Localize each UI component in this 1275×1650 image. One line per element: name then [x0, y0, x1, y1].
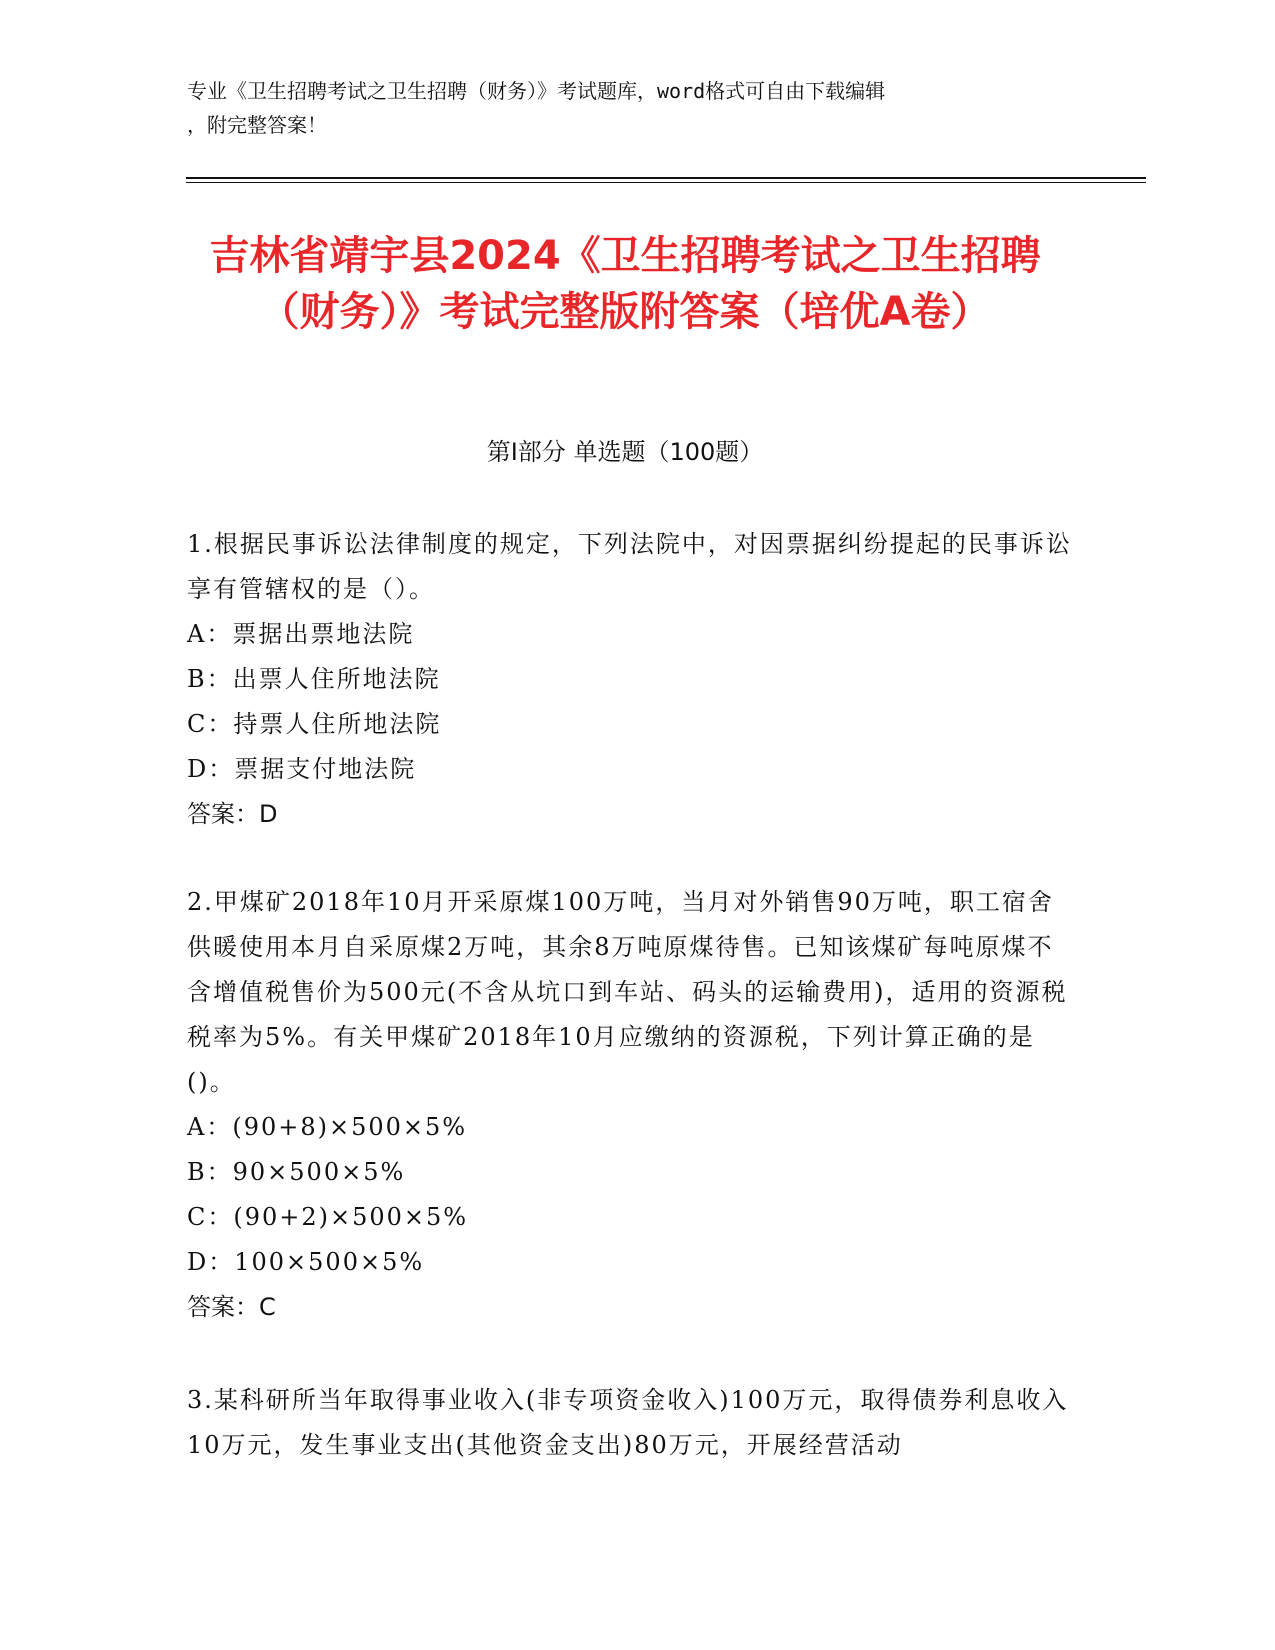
- header-note-line-1: 专业《卫生招聘考试之卫生招聘（财务）》考试题库，word格式可自由下载编辑: [187, 79, 886, 103]
- option-d: D：100×500×5%: [187, 1248, 425, 1276]
- option-a: A：票据出票地法院: [187, 620, 415, 648]
- question-3: [187, 1378, 1077, 1468]
- header-note-line-2: ，附完整答案！: [187, 113, 327, 137]
- question-2: [187, 880, 1077, 1330]
- header-divider-thick: [186, 177, 1146, 179]
- section-title: 第Ⅰ部分 单选题（100题）: [486, 438, 764, 466]
- header-divider-thin: [186, 182, 1146, 183]
- document-title: 吉林省靖宇县2024《卫生招聘考试之卫生招聘（财务）》考试完整版附答案（培优A卷）: [209, 233, 1041, 335]
- option-c: C：持票人住所地法院: [187, 710, 442, 738]
- header-note: [187, 74, 1067, 142]
- question-stem: 1.根据民事诉讼法律制度的规定，下列法院中，对因票据纠纷提起的民事诉讼享有管辖权的是（）。: [187, 530, 1072, 603]
- option-b: B：出票人住所地法院: [187, 665, 441, 693]
- answer: 答案：D: [187, 800, 278, 828]
- answer: 答案：C: [187, 1293, 276, 1321]
- option-b: B：90×500×5%: [187, 1158, 406, 1186]
- option-d: D：票据支付地法院: [187, 755, 417, 783]
- question-stem: 2.甲煤矿2018年10月开采原煤100万吨，当月对外销售90万吨，职工宿舍供暖使用本月自采原煤2万吨，其余8万吨原煤待售。已知该煤矿每吨原煤不含增值税售价为500元(不含从坑口到车站、码头的运输费用)，适用的资源税税率为5%。有关甲煤矿2018年10月应缴纳的资源税，下列计算正确的是()。: [187, 888, 1068, 1096]
- option-c: C：(90+2)×500×5%: [187, 1203, 469, 1231]
- question-stem: 3.某科研所当年取得事业收入(非专项资金收入)100万元，取得债券利息收入10万元，发生事业支出(其他资金支出)80万元，开展经营活动: [187, 1386, 1069, 1459]
- option-a: A：(90+8)×500×5%: [187, 1113, 468, 1141]
- question-1: [187, 522, 1077, 837]
